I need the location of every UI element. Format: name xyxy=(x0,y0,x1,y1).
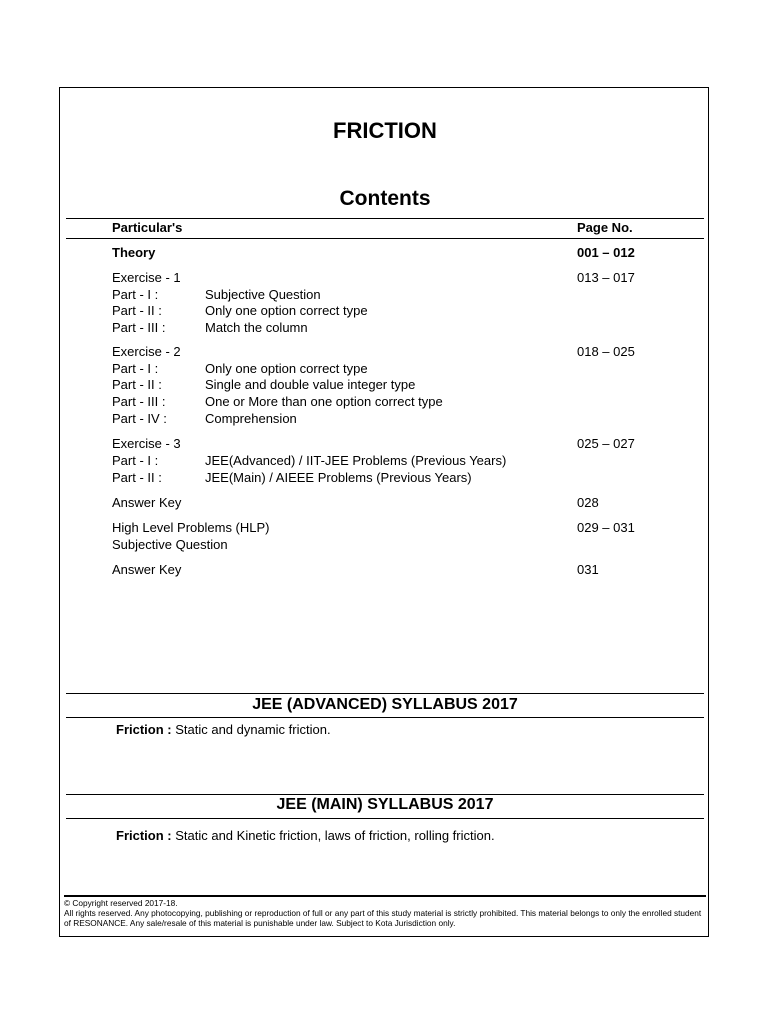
main-syllabus-text xyxy=(116,828,495,844)
toc-part-desc: One or More than one option correct type xyxy=(205,394,443,409)
toc-answer-key: Answer Key xyxy=(112,495,182,510)
toc-exercise-2-pages: 018 – 025 xyxy=(577,344,635,359)
advanced-syllabus-label: Friction : xyxy=(116,722,172,737)
toc-part-desc: JEE(Advanced) / IIT-JEE Problems (Previous Years) xyxy=(205,453,507,468)
toc-answer-key-pages: 031 xyxy=(577,562,599,577)
copyright-line: © Copyright reserved 2017-18. xyxy=(64,898,178,908)
toc-answer-key: Answer Key xyxy=(112,562,182,577)
divider xyxy=(66,717,704,718)
toc-exercise-3-pages: 025 – 027 xyxy=(577,436,635,451)
advanced-syllabus-text xyxy=(116,722,331,738)
page-title: FRICTION xyxy=(333,118,437,143)
advanced-syllabus-desc: Static and dynamic friction. xyxy=(171,722,331,737)
copyright-notice: All rights reserved. Any photocopying, publishing or reproduction of full or any part of this study material is strictly prohibited. This material belongs to only the enrolled student of RESONANCE. Any sale/resale of this material is punishable under law. Subject to Kota Jurisdiction only. xyxy=(64,908,702,928)
main-syllabus-desc: Static and Kinetic friction, laws of friction, rolling friction. xyxy=(171,828,495,843)
toc-part: Part - III : xyxy=(112,320,166,335)
toc-part: Part - IV : xyxy=(112,411,167,426)
toc-part-desc: JEE(Main) / AIEEE Problems (Previous Years) xyxy=(205,470,472,485)
main-syllabus-label: Friction : xyxy=(116,828,172,843)
toc-part-desc: Subjective Question xyxy=(205,287,321,302)
toc-answer-key-pages: 028 xyxy=(577,495,599,510)
toc-part-desc: Only one option correct type xyxy=(205,303,368,318)
document-page xyxy=(59,87,709,937)
toc-theory: Theory xyxy=(112,245,156,260)
toc-part: Part - I : xyxy=(112,453,159,468)
toc-hlp: High Level Problems (HLP) xyxy=(112,520,270,535)
divider xyxy=(66,818,704,819)
toc-part-desc: Comprehension xyxy=(205,411,297,426)
col-particulars: Particular's xyxy=(112,220,183,235)
toc-part: Part - II : xyxy=(112,377,162,392)
toc-part-desc: Single and double value integer type xyxy=(205,377,416,392)
toc-part-desc: Match the column xyxy=(205,320,308,335)
toc-part: Part - I : xyxy=(112,287,159,302)
col-page-no: Page No. xyxy=(577,220,633,235)
toc-theory-pages: 001 – 012 xyxy=(577,245,635,260)
toc-part: Part - III : xyxy=(112,394,166,409)
contents-heading: Contents xyxy=(339,187,431,210)
toc-part: Part - I : xyxy=(112,361,159,376)
toc-hlp-pages: 029 – 031 xyxy=(577,520,635,535)
divider xyxy=(66,794,704,795)
toc-exercise-3: Exercise - 3 xyxy=(112,436,181,451)
toc-exercise-1: Exercise - 1 xyxy=(112,270,181,285)
divider xyxy=(66,238,704,239)
toc-exercise-1-pages: 013 – 017 xyxy=(577,270,635,285)
toc-part-desc: Only one option correct type xyxy=(205,361,368,376)
main-syllabus-heading: JEE (MAIN) SYLLABUS 2017 xyxy=(276,796,494,813)
toc-part: Part - II : xyxy=(112,303,162,318)
divider xyxy=(66,218,704,219)
toc-exercise-2: Exercise - 2 xyxy=(112,344,181,359)
divider xyxy=(66,693,704,694)
toc-hlp-sub: Subjective Question xyxy=(112,537,228,552)
advanced-syllabus-heading: JEE (ADVANCED) SYLLABUS 2017 xyxy=(252,696,518,713)
footer-divider xyxy=(64,895,706,897)
toc-part: Part - II : xyxy=(112,470,162,485)
